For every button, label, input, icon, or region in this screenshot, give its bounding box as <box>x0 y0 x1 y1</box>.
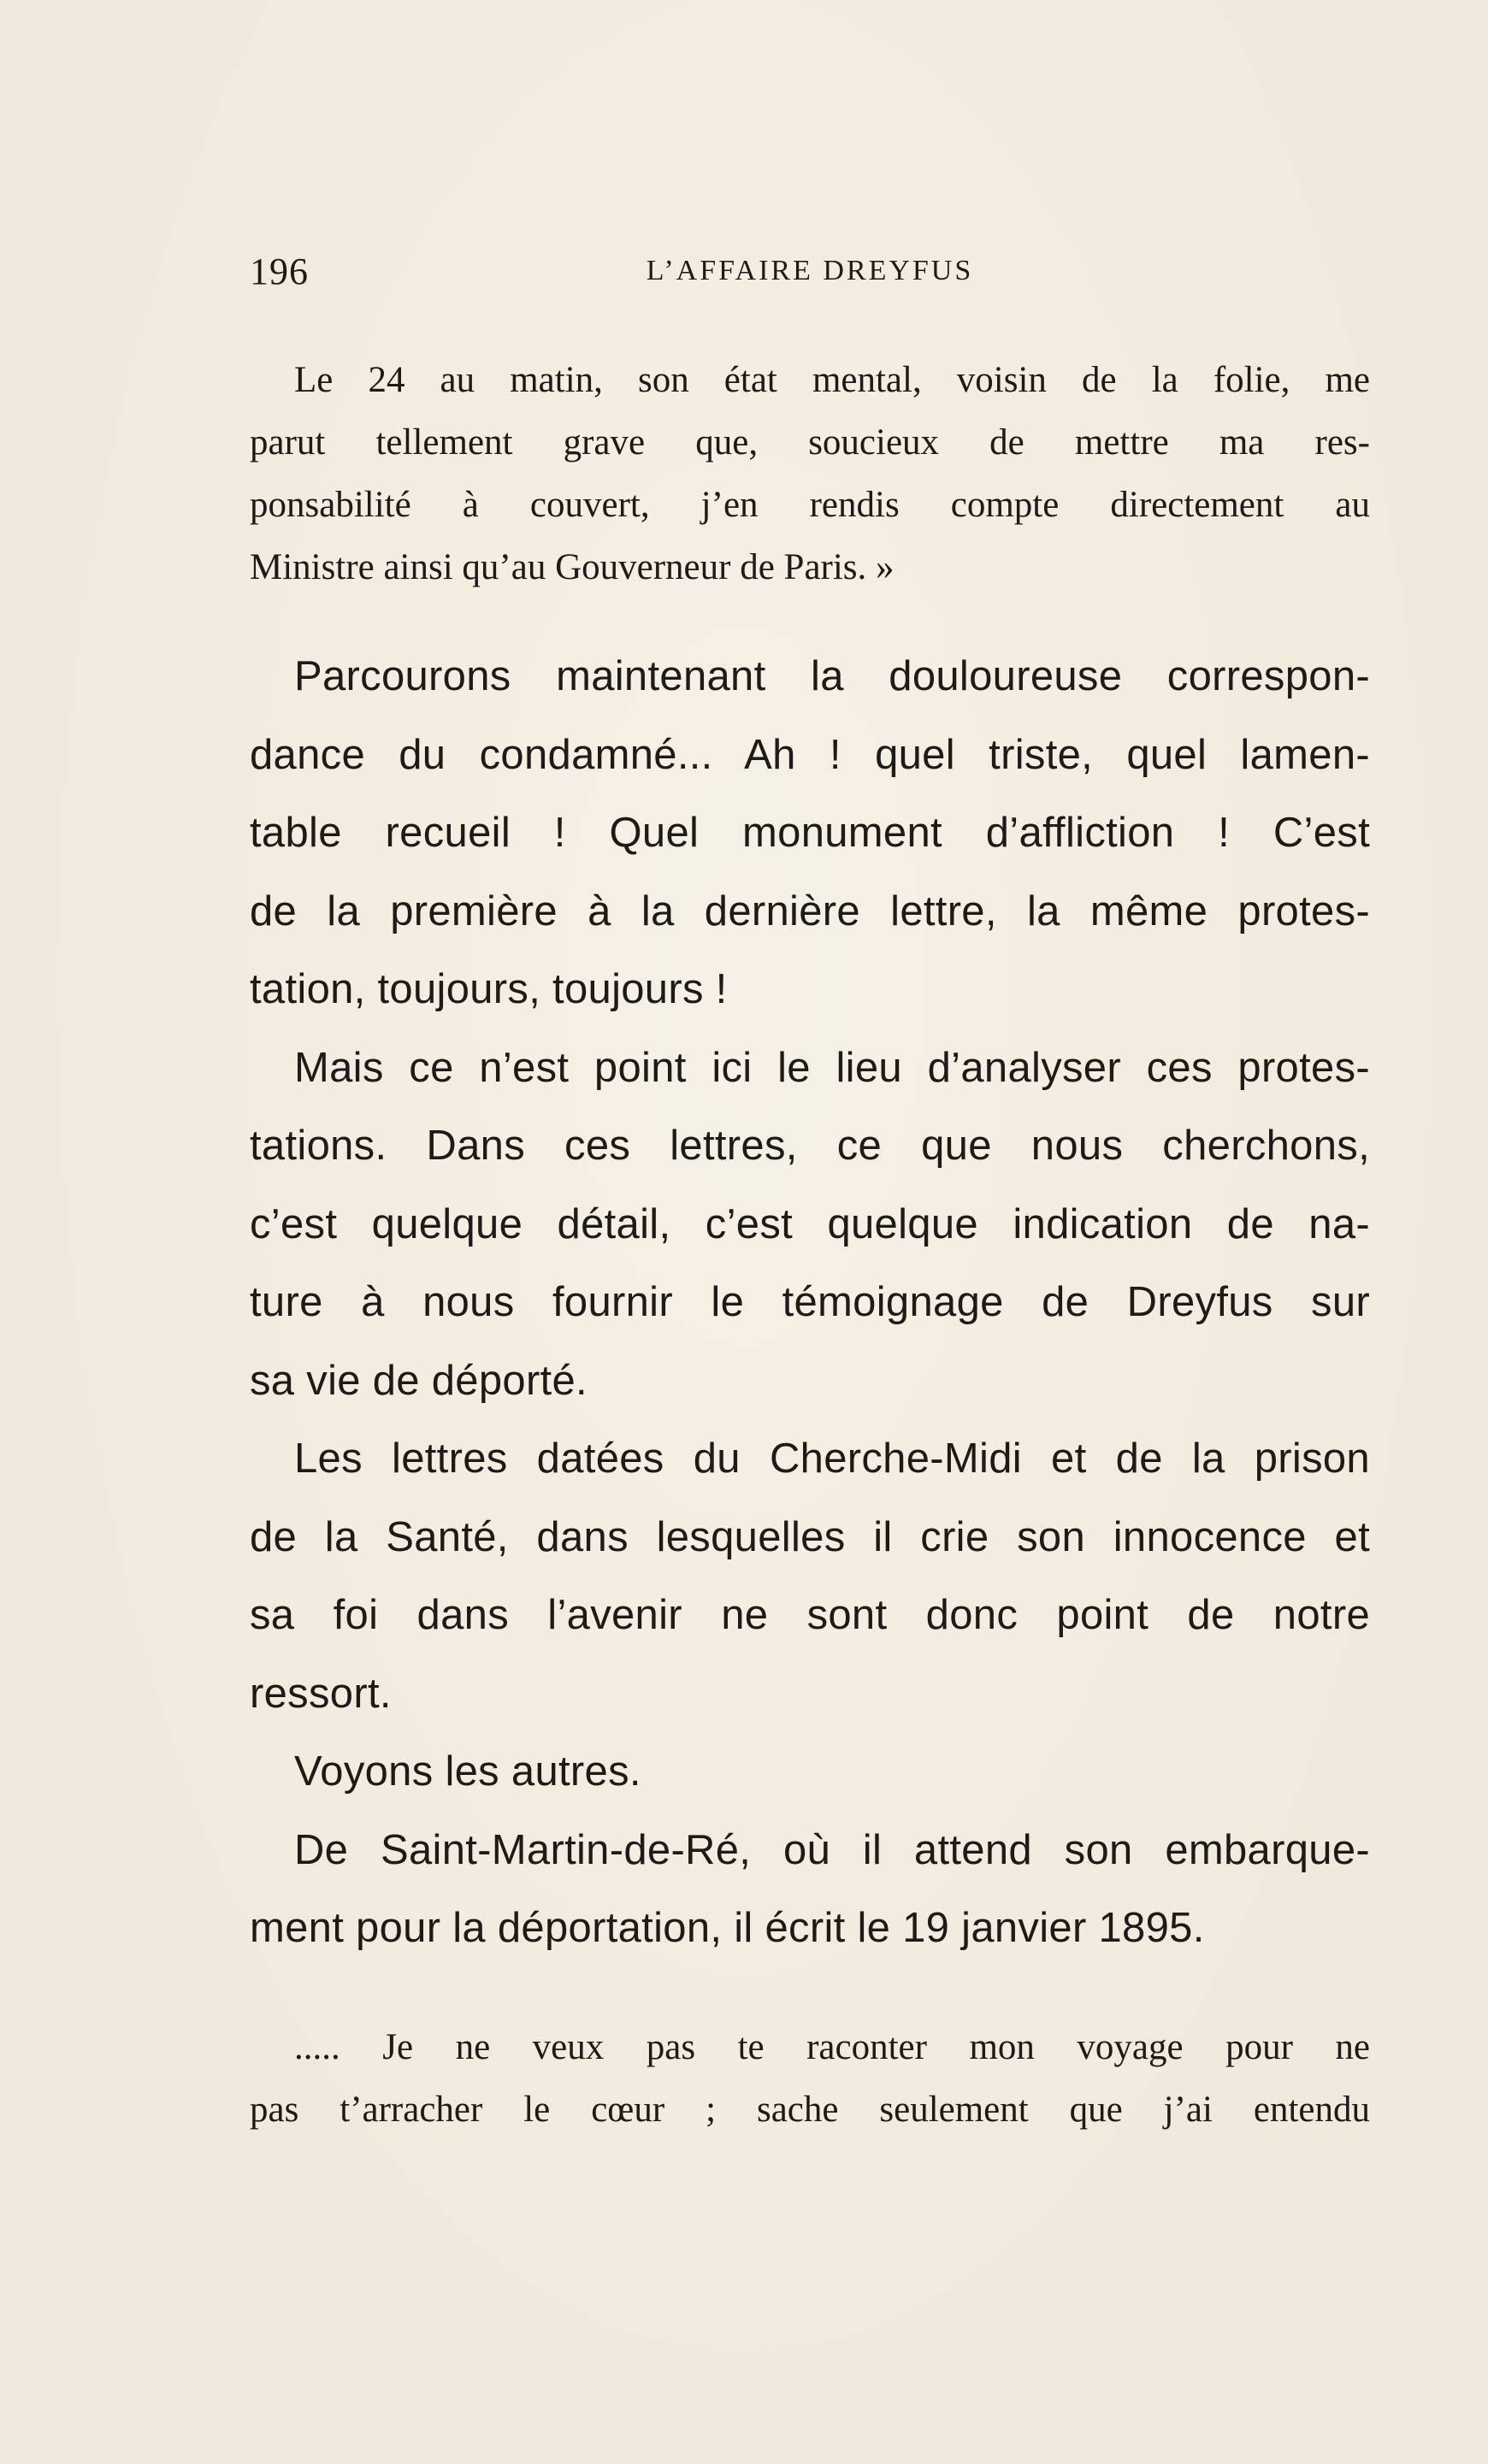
text-line: dance du condamné... Ah ! quel triste, quel lamen- <box>250 731 1370 778</box>
paragraph-2 <box>250 1029 1370 1421</box>
paragraph-1 <box>250 638 1370 1029</box>
quote-top <box>250 349 1370 598</box>
text-line: de la Santé, dans lesquelles il crie son innocence et <box>250 1513 1370 1560</box>
quote-top-line: parut tellement grave que, soucieux de mettre ma res- <box>250 422 1370 463</box>
quote-bottom-line: ..... Je ne veux pas te raconter mon voyage pour ne <box>294 2027 1370 2067</box>
text-line: sa vie de déporté. <box>250 1357 588 1404</box>
text-line: ment pour la déportation, il écrit le 19 janvier 1895. <box>250 1905 1205 1951</box>
running-title: L’AFFAIRE DREYFUS <box>646 255 974 286</box>
text-line: Mais ce n’est point ici le lieu d’analyser ces protes- <box>294 1044 1370 1091</box>
text-line: sa foi dans l’avenir ne sont donc point de notre <box>250 1592 1370 1638</box>
quote-top-line: Le 24 au matin, son état mental, voisin de la folie, me <box>294 360 1370 400</box>
text-line: de la première à la dernière lettre, la même protes- <box>250 887 1370 934</box>
text-line: ture à nous fournir le témoignage de Dreyfus sur <box>250 1279 1370 1325</box>
paragraph-4 <box>250 1733 1370 1812</box>
page-header <box>250 250 1370 292</box>
main-text <box>250 638 1370 1968</box>
paragraph-5 <box>250 1812 1370 1968</box>
text-line: Les lettres datées du Cherche-Midi et de la prison <box>294 1435 1370 1482</box>
text-line: De Saint-Martin-de-Ré, où il attend son embarque- <box>294 1826 1370 1873</box>
text-line: Parcourons maintenant la douloureuse correspon- <box>294 653 1370 699</box>
text-line: Voyons les autres. <box>294 1748 641 1795</box>
text-line: tation, toujours, toujours ! <box>250 966 728 1012</box>
quote-top-line: ponsabilité à couvert, j’en rendis compte directement au <box>250 485 1370 525</box>
paragraph-3 <box>250 1420 1370 1733</box>
quote-bottom <box>250 2016 1370 2141</box>
text-line: tations. Dans ces lettres, ce que nous cherchons, <box>250 1123 1370 1169</box>
quote-top-line: Ministre ainsi qu’au Gouverneur de Paris. » <box>250 547 895 587</box>
text-line: c’est quelque détail, c’est quelque indication de na- <box>250 1200 1370 1247</box>
page-number: 196 <box>250 251 309 292</box>
text-line: ressort. <box>250 1670 392 1717</box>
text-line: table recueil ! Quel monument d’affliction ! C’est <box>250 810 1370 856</box>
quote-bottom-line: pas t’arracher le cœur ; sache seulement que j’ai entendu <box>250 2090 1370 2130</box>
